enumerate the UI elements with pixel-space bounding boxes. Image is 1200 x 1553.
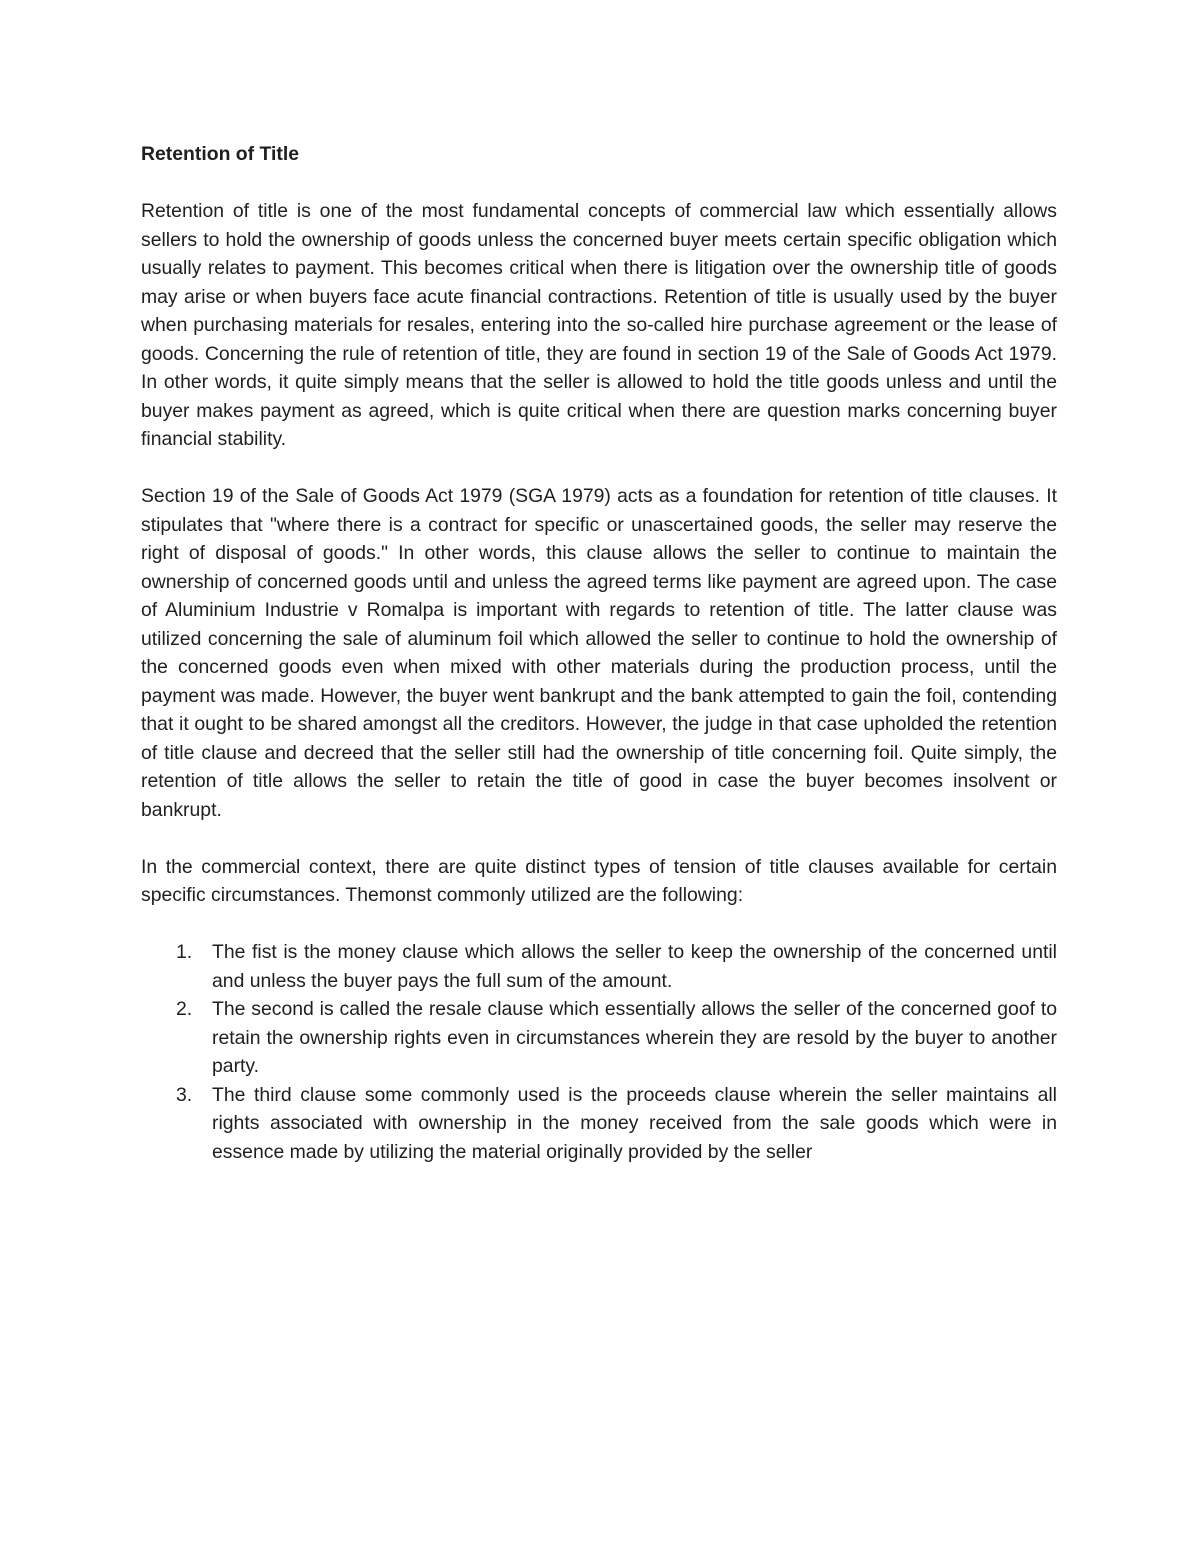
list-item-text: The second is called the resale clause which essentially allows the seller of the concerned goof to retain the ownership rights even in circumstances wherein they are resold by the buyer to another party. — [212, 998, 1057, 1077]
paragraph-clause-types: In the commercial context, there are quite distinct types of tension of title clauses available for certain specific circumstances. Themonst commonly utilized are the following: — [141, 855, 1057, 906]
list-item-number: 1. — [176, 941, 193, 963]
list-item-text: The third clause some commonly used is the proceeds clause wherein the seller maintains all rights associated with ownership in the money received from the sale goods which were in essence made by utilizing the material originally provided by the seller — [212, 1083, 1057, 1163]
list-item-number: 3. — [176, 1083, 193, 1106]
list-item — [141, 938, 1057, 995]
paragraph-intro: Retention of title is one of the most fundamental concepts of commercial law which essentially allows sellers to hold the ownership of goods unless the concerned buyer meets certain specific obligation which usually relates to payment. This becomes critical when there is litigation over the ownership title of goods may arise or when buyers face acute financial contractions. Retention of title is usually used by the buyer when purchasing materials for resales, entering into the so-called hire purchase agreement or the lease of goods. Concerning the rule of retention of title, they are found in section 19 of the Sale of Goods Act 1979. In other words, it quite simply means that the seller is allowed to hold the title goods unless and until the buyer makes payment as agreed, which is quite critical when there are question marks concerning buyer financial stability. — [141, 200, 1057, 450]
document-body — [141, 140, 1057, 1166]
paragraph-section-19: Section 19 of the Sale of Goods Act 1979 (SGA 1979) acts as a foundation for retention of title clauses. It stipulates that "where there is a contract for specific or unascertained goods, the seller may reserve the right of disposal of goods." In other words, this clause allows the seller to continue to maintain the ownership of concerned goods until and unless the agreed terms like payment are agreed upon. The case of Aluminium Industrie v Romalpa is important with regards to retention of title. The latter clause was utilized concerning the sale of aluminum foil which allowed the seller to continue to hold the ownership of the concerned goods even when mixed with other materials during the production process, until the payment was made. However, the buyer went bankrupt and the bank attempted to gain the foil, contending that it ought to be shared amongst all the creditors. However, the judge in that case upholded the retention of title clause and decreed that the seller still had the ownership of title concerning foil. Quite simply, the retention of title allows the seller to retain the title of good in case the buyer becomes insolvent or bankrupt. — [141, 485, 1057, 821]
list-item-number: 2. — [176, 998, 193, 1020]
list-item — [141, 995, 1057, 1081]
list-item-text: The fist is the money clause which allows the seller to keep the ownership of the concerned until and unless the buyer pays the full sum of the amount. — [212, 941, 1057, 992]
document-title: Retention of Title — [141, 143, 299, 165]
list-item — [141, 1081, 1057, 1167]
clause-list — [141, 938, 1057, 1166]
